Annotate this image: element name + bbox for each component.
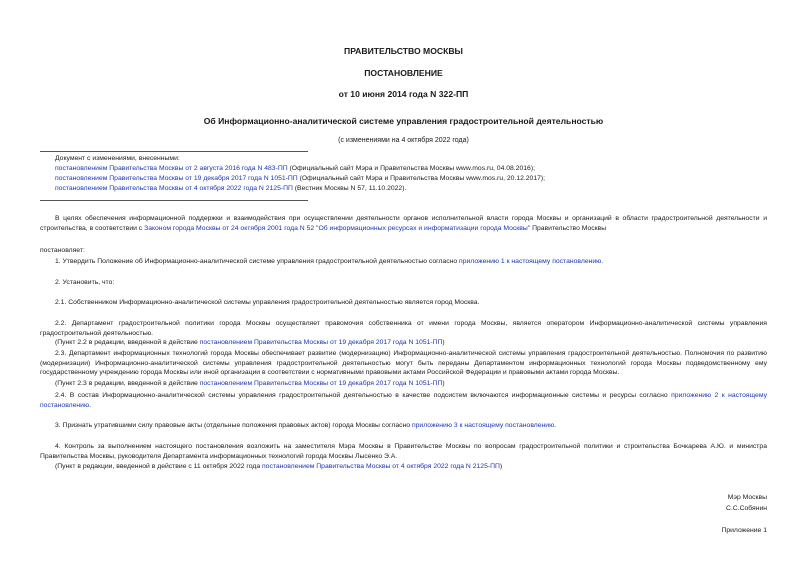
appendix-label: Приложение 1: [721, 527, 767, 534]
clause-2-2: 2.2. Департамент градостроительной политики города Москвы осуществляет правомочия собственника от имени города Москвы, является оператором Информационно-аналитической системы управления градостроительной деятельностью.: [40, 320, 767, 337]
clause-1-text: 1. Утвердить Положение об Информационно-аналитической системе управления градостроительной деятельностью согласно: [55, 258, 460, 265]
doc-type: ПОСТАНОВЛЕНИЕ: [364, 68, 443, 78]
clause-1: [55, 257, 603, 267]
clause-2-3-note: [55, 379, 445, 389]
note-end: ): [499, 463, 503, 470]
amendment-link[interactable]: постановлением Правительства Москвы от 4 октября 2022 года N 2125-ПП: [55, 185, 293, 192]
org-name: ПРАВИТЕЛЬСТВО МОСКВЫ: [344, 46, 463, 56]
amendment-link[interactable]: постановлением Правительства Москвы от 19 декабря 2017 года N 1051-ПП: [55, 175, 298, 182]
note-end: ): [442, 339, 445, 346]
law-link[interactable]: Законом города Москвы от 24 октября 2001 года N 52 "Об информационных ресурсах и информатизации города Москвы": [144, 224, 531, 232]
clause-2-4: [40, 391, 767, 410]
clause-3-text: 3. Признать утратившими силу правовые акты (отдельные положения правовых актов) города Москвы согласно: [55, 422, 412, 429]
signature-name: С.С.Собянин: [725, 505, 767, 512]
clause-2-1: 2.1. Собственником Информационно-аналитической системы управления градостроительной деятельностью является город Москва.: [55, 299, 480, 306]
decrees-word: постановляет:: [40, 247, 85, 254]
amendment-source: (Официальный сайт Мэра и Правительства Москвы www.mos.ru, 04.08.2016);: [287, 165, 535, 172]
note-end: ): [442, 380, 445, 387]
appendix-3-link[interactable]: приложению 3 к настоящему постановлению: [411, 422, 555, 429]
clause-2-2-note: [55, 338, 445, 348]
appendix-1-link[interactable]: приложению 1 к настоящему постановлению: [459, 258, 602, 265]
amendments-intro: Документ с изменениями, внесенными:: [55, 155, 180, 162]
preamble-text: В целях обеспечения информационной поддержки и взаимодействия при осуществлении деятельности органов исполнительной власти города Москвы и организаций в области градостроительной деятельности и строительства, в соответствии с: [40, 215, 767, 232]
appendix-2-link[interactable]: приложению 2 к настоящему постановлению: [40, 392, 767, 409]
preamble-text-end: Правительство Москвы: [530, 224, 607, 232]
clause-2-3: 2.3. Департамент информационных технологий города Москвы обеспечивает развитие (модернизацию) Информационно-аналитической системы управления градостроительной деятельностью. Полномочия по развитию (модернизации) Информационно-аналитической системы управления градостроительной деятельностью могут быть переданы Департаментом информационных технологий города Москвы подведомственному ему государственному учреждению города Москвы или иной организации в соответствии с нормативными правовыми актами Российской Федерации и правовыми актами города Москвы.: [40, 350, 767, 376]
amendment-source: (Официальный сайт Мэра и Правительства Москвы www.mos.ru, 20.12.2017);: [297, 175, 546, 182]
clause-2: 2. Установить, что:: [55, 279, 115, 286]
clause-2-4-text: 2.4. В состав Информационно-аналитической системы управления градостроительной деятельностью в качестве подсистем включаются информационные системы и ресурсы согласно: [55, 392, 672, 399]
amendment-item: [55, 164, 535, 174]
amendment-link[interactable]: постановлением Правительства Москвы от 19 декабря 2017 года N 1051-ПП: [199, 380, 443, 387]
amendment-link[interactable]: постановлением Правительства Москвы от 4 октября 2022 года N 2125-ПП: [262, 463, 500, 470]
amendment-link[interactable]: постановлением Правительства Москвы от 2 августа 2016 года N 483-ПП: [55, 165, 288, 172]
divider-top: [40, 151, 308, 152]
note-text: (Пункт в редакции, введенной в действие с 11 октября 2022 года: [55, 463, 262, 470]
doc-date-number: от 10 июня 2014 года N 322-ПП: [338, 89, 469, 99]
clause-4: 4. Контроль за выполнением настоящего постановления возложить на заместителя Мэра Москвы в Правительстве Москвы по вопросам градостроительной политики и строительства Бочкарева А.Ю. и министра Правительства Москвы, руководителя Департамента информационных технологий города Москвы Лысенко Э.А.: [40, 443, 767, 460]
preamble: [40, 214, 767, 233]
clause-4-note: [55, 462, 502, 472]
clause-3-end: .: [554, 422, 557, 429]
clause-3: [55, 421, 556, 431]
clause-2-4-end: .: [89, 401, 91, 409]
amendment-item: [55, 184, 406, 194]
amendment-item: [55, 174, 545, 184]
amendment-link[interactable]: постановлением Правительства Москвы от 19 декабря 2017 года N 1051-ПП: [199, 339, 443, 346]
note-text: (Пункт 2.2 в редакции, введенной в действие: [55, 339, 200, 346]
clause-1-end: .: [601, 258, 604, 265]
note-text: (Пункт 2.3 в редакции, введенной в действие: [55, 380, 200, 387]
doc-title: Об Информационно-аналитической системе управления градостроительной деятельностью: [203, 116, 604, 126]
revision-note: (с изменениями на 4 октября 2022 года): [338, 137, 469, 144]
amendment-source: (Вестник Москвы N 57, 11.10.2022).: [292, 185, 407, 192]
divider-bottom: [40, 200, 308, 201]
signature-position: Мэр Москвы: [727, 494, 767, 501]
